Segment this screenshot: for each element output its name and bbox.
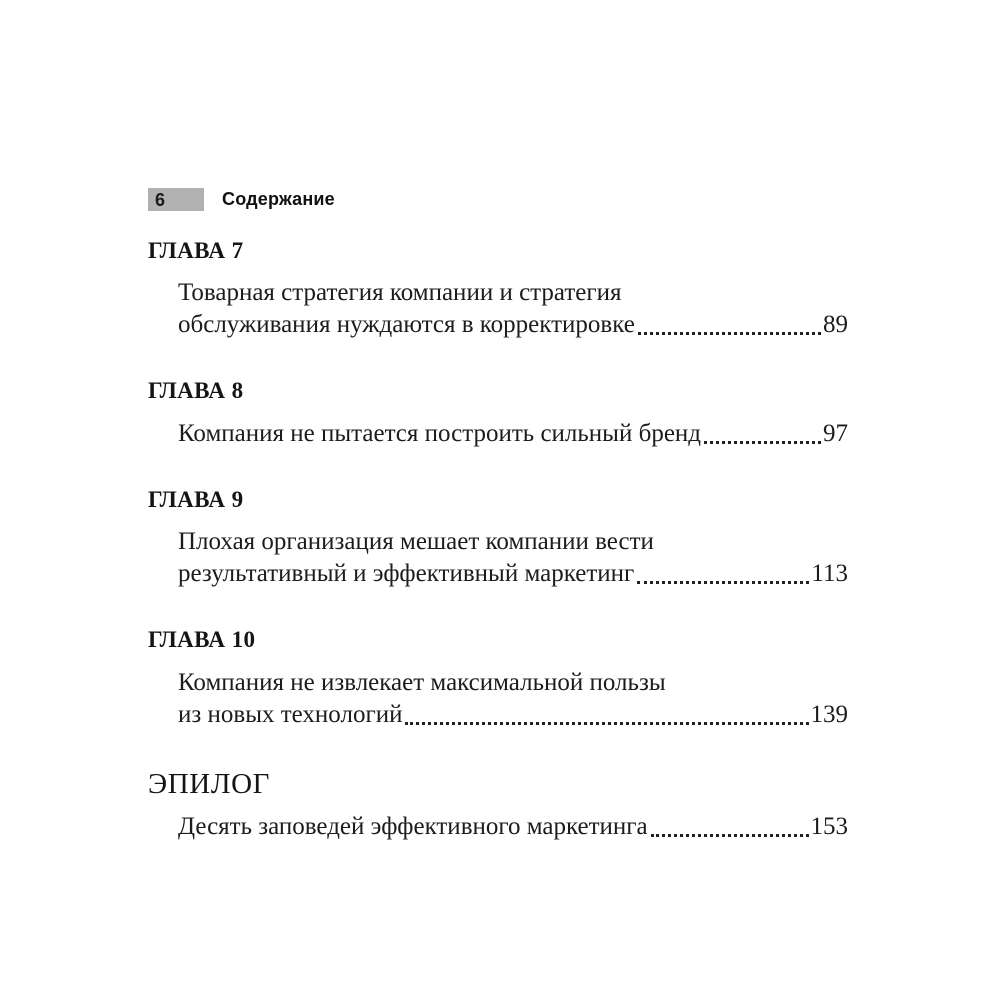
dot-leader — [651, 834, 809, 837]
toc-entry-last-line — [148, 558, 848, 590]
toc-entry-text: из новых технологий — [178, 700, 403, 728]
toc-entry-text: результативный и эффективный маркетинг — [178, 560, 635, 588]
toc-entry-line: Компания не извлекает максимальной пользы — [178, 668, 666, 696]
toc-entry-last-line — [148, 309, 848, 341]
dot-leader — [638, 332, 821, 335]
toc-entry-last-line — [148, 418, 848, 450]
toc-entry-text: Десять заповедей эффективного маркетинга — [178, 813, 648, 841]
toc-entry-chapter-9 — [148, 487, 848, 590]
table-of-contents — [148, 238, 848, 880]
page-title: Содержание — [222, 189, 335, 209]
epilog-heading: ЭПИЛОГ — [148, 767, 271, 800]
toc-page-number: 139 — [810, 700, 848, 728]
toc-page-number: 153 — [810, 813, 848, 841]
toc-entry-chapter-8 — [148, 378, 848, 449]
dot-leader — [405, 722, 808, 725]
running-header — [148, 188, 335, 211]
toc-entry-line: Товарная стратегия компании и стратегия — [178, 279, 622, 307]
page-number-bar — [148, 188, 204, 211]
chapter-heading: ГЛАВА 10 — [148, 627, 256, 653]
toc-entry-last-line — [148, 699, 848, 731]
toc-entry-text: Компания не пытается построить сильный бренд — [178, 419, 702, 447]
page-number: 6 — [155, 189, 166, 210]
toc-entry-line: Плохая организация мешает компании вести — [178, 528, 654, 556]
chapter-heading: ГЛАВА 8 — [148, 378, 244, 404]
toc-page-number: 113 — [811, 560, 848, 588]
toc-page-number: 97 — [823, 419, 848, 447]
toc-page-number: 89 — [823, 311, 848, 339]
dot-leader — [637, 581, 809, 584]
chapter-heading: ГЛАВА 9 — [148, 486, 244, 512]
toc-entry-epilog — [148, 768, 848, 843]
dot-leader — [704, 441, 821, 444]
toc-entry-last-line — [148, 811, 848, 843]
toc-entry-chapter-7 — [148, 238, 848, 341]
toc-entry-chapter-10 — [148, 627, 848, 730]
chapter-heading: ГЛАВА 7 — [148, 238, 244, 263]
toc-entry-text: обслуживания нуждаются в корректировке — [178, 311, 635, 339]
